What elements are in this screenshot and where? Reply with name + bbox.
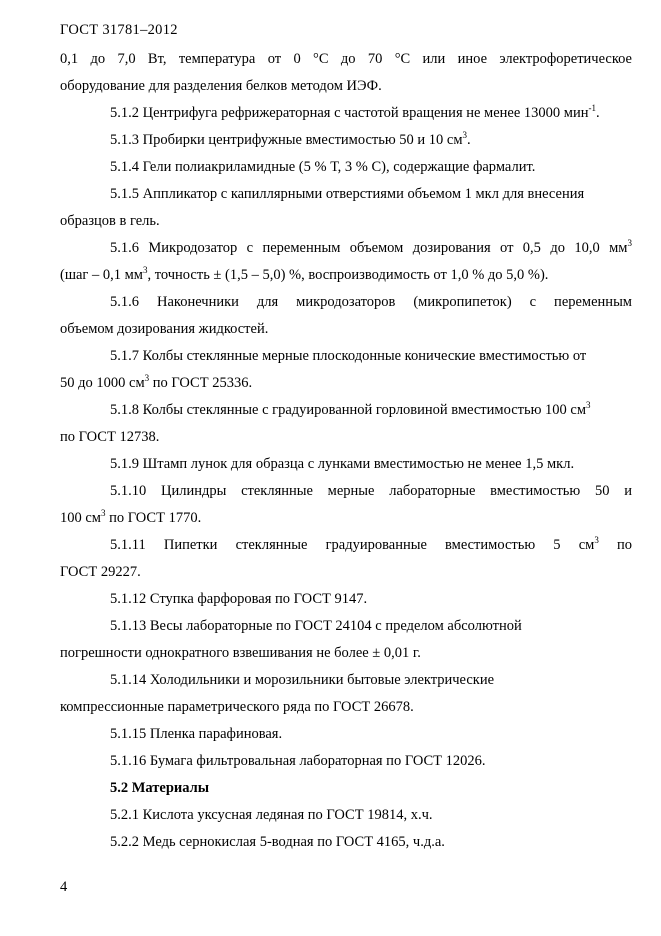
superscript: 3 xyxy=(594,535,599,546)
line-text: компрессионные параметрического ряда по ГОСТ 26678. xyxy=(60,699,414,715)
line-text: оборудование для разделения белков методом ИЭФ. xyxy=(60,78,382,94)
line-text: 5.1.14 Холодильники и морозильники бытовые электрические xyxy=(110,672,495,688)
text-line xyxy=(60,370,632,397)
text-line xyxy=(60,667,632,694)
text-line xyxy=(60,127,632,154)
line-text: 100 см xyxy=(60,510,101,526)
text-line xyxy=(60,748,632,775)
line-text: по ГОСТ 12738. xyxy=(60,429,160,445)
line-text: 5.1.4 Гели полиакриламидные (5 % Т, 3 % С), содержащие фармалит. xyxy=(110,159,536,175)
line-text: 5.1.13 Весы лабораторные по ГОСТ 24104 с пределом абсолютной xyxy=(110,618,522,634)
line-text: 5.1.16 Бумага фильтровальная лабораторная по ГОСТ 12026. xyxy=(110,753,486,769)
line-text-continuation: по ГОСТ 25336. xyxy=(149,375,253,391)
line-text: 5.1.10 Цилиндры стеклянные мерные лабораторные вместимостью 50 и xyxy=(110,483,632,499)
document-body xyxy=(60,46,632,856)
line-text: 5.1.6 Микродозатор с переменным объемом дозирования от 0,5 до 10,0 мм xyxy=(110,240,628,256)
text-line xyxy=(60,316,632,343)
superscript: 3 xyxy=(144,373,150,384)
text-line xyxy=(60,613,632,640)
text-line xyxy=(60,424,632,451)
text-line xyxy=(60,73,632,100)
line-text-continuation: по ГОСТ 1770. xyxy=(105,510,202,526)
line-text: ГОСТ 29227. xyxy=(60,564,141,580)
superscript: -1 xyxy=(588,103,596,114)
text-line xyxy=(60,46,632,73)
superscript: 3 xyxy=(462,130,468,141)
line-text: (шаг – 0,1 мм xyxy=(60,267,143,283)
line-text-continuation: по xyxy=(598,537,632,553)
line-text: 5.1.8 Колбы стеклянные с градуированной горловиной вместимостью 100 см xyxy=(110,402,587,418)
line-text: 5.1.12 Ступка фарфоровая по ГОСТ 9147. xyxy=(110,591,368,607)
text-line xyxy=(60,559,632,586)
text-line xyxy=(60,586,632,613)
line-text: 5.1.7 Колбы стеклянные мерные плоскодонные конические вместимостью от xyxy=(110,348,587,364)
line-text: погрешности однократного взвешивания не более ± 0,01 г. xyxy=(60,645,421,661)
text-line xyxy=(60,451,632,478)
text-line xyxy=(60,640,632,667)
line-text: 5.1.9 Штамп лунок для образца с лунками вместимостью не менее 1,5 мкл. xyxy=(110,456,575,472)
line-text: 0,1 до 7,0 Вт, температура от 0 °С до 70 °С или иное электрофоретическое xyxy=(60,51,632,67)
text-line xyxy=(60,100,632,127)
line-text: 5.1.3 Пробирки центрифужные вместимостью 50 и 10 см xyxy=(110,132,463,148)
line-text: 5.2.2 Медь сернокислая 5-водная по ГОСТ 4165, ч.д.а. xyxy=(110,834,445,850)
line-text: образцов в гель. xyxy=(60,213,160,229)
line-text: 5.1.11 Пипетки стеклянные градуированные вместимостью 5 см xyxy=(110,537,595,553)
text-line xyxy=(60,289,632,316)
text-line xyxy=(60,208,632,235)
superscript: 3 xyxy=(586,400,591,411)
text-line xyxy=(60,181,632,208)
text-line xyxy=(60,721,632,748)
text-line xyxy=(60,154,632,181)
line-text-continuation: . xyxy=(596,105,600,121)
page-number: 4 xyxy=(60,879,68,895)
text-line xyxy=(60,505,632,532)
line-text-continuation: . xyxy=(467,132,471,148)
text-line xyxy=(60,478,632,505)
text-line xyxy=(60,262,632,289)
superscript: 3 xyxy=(101,508,106,519)
line-text: 5.1.5 Аппликатор с капиллярными отверстиями объемом 1 мкл для внесения xyxy=(110,186,585,202)
line-text: 5.2 Материалы xyxy=(110,780,210,796)
line-text: 50 до 1000 см xyxy=(60,375,145,391)
section-heading xyxy=(60,775,632,802)
line-text: объемом дозирования жидкостей. xyxy=(60,321,269,337)
superscript: 3 xyxy=(142,265,148,276)
line-text: 5.1.2 Центрифуга рефрижераторная с частотой вращения не менее 13000 мин xyxy=(110,105,589,121)
line-text: 5.1.6 Наконечники для микродозаторов (микропипеток) с переменным xyxy=(110,294,632,310)
document-header: ГОСТ 31781–2012 xyxy=(60,22,178,38)
text-line xyxy=(60,802,632,829)
text-line xyxy=(60,694,632,721)
text-line xyxy=(60,343,632,370)
superscript: 3 xyxy=(627,238,632,249)
text-line xyxy=(60,829,632,856)
line-text-continuation: , точность ± (1,5 – 5,0) %, воспроизводимость от 1,0 % до 5,0 %). xyxy=(147,267,549,283)
text-line xyxy=(60,532,632,559)
text-line xyxy=(60,235,632,262)
line-text: 5.1.15 Пленка парафиновая. xyxy=(110,726,283,742)
text-line xyxy=(60,397,632,424)
line-text: 5.2.1 Кислота уксусная ледяная по ГОСТ 19814, х.ч. xyxy=(110,807,433,823)
